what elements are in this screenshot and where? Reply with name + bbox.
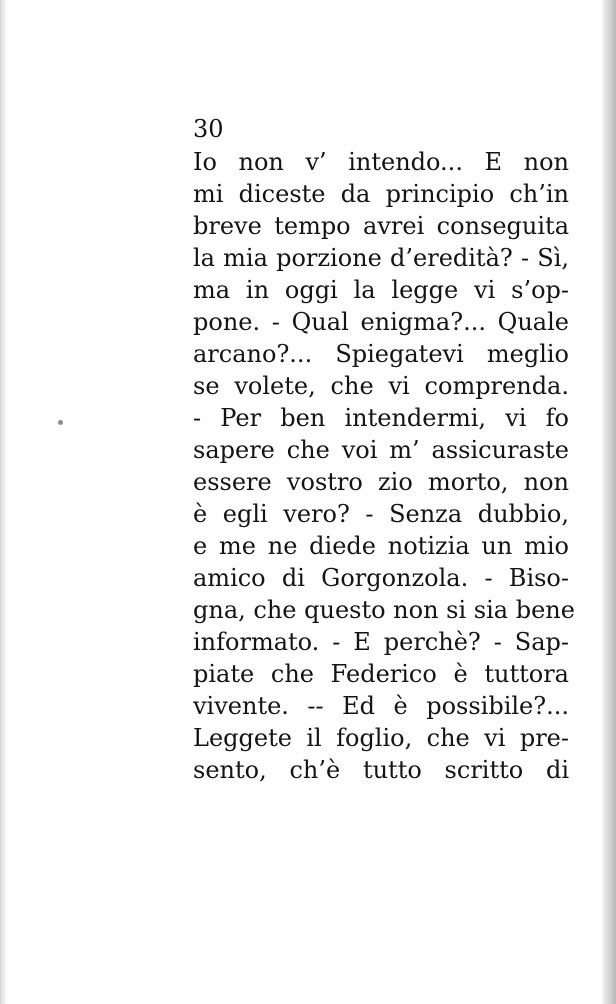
text-line: piate che Federico è tuttora [193,660,569,688]
text-line: Leggete il foglio, che vi pre- [193,724,569,752]
text-line: sapere che voi m’ assicuraste [193,436,569,464]
text-line: - Per ben intendermi, vi fo [193,404,569,432]
text-line: ma in oggi la legge vi s’op- [193,276,569,304]
text-line: la mia porzione d’eredità? - Sì, [193,244,569,272]
text-line: gna, che questo non si sia bene [193,596,575,624]
text-block [193,114,575,786]
page-number: 30 [193,115,224,143]
text-line: breve tempo avrei conseguita [193,212,569,240]
text-line: amico di Gorgonzola. - Biso- [193,564,569,592]
page-left-edge [0,0,6,1004]
text-line: sento, ch’è tutto scritto di [193,756,569,784]
text-line: vivente. -- Ed è possibile?... [193,692,569,720]
text-line: arcano?... Spiegatevi meglio [193,340,569,368]
text-line: Io non v’ intendo... E non [193,148,569,176]
text-line: essere vostro zio morto, non [193,468,569,496]
text-line: se volete, che vi comprenda. [193,372,569,400]
text-line: informato. - E perchè? - Sap- [193,628,569,656]
text-line: e me ne diede notizia un mio [193,532,569,560]
text-line: è egli vero? - Senza dubbio, [193,500,569,528]
ink-spot [58,420,63,425]
book-spine-shadow [602,0,616,1004]
text-line: pone. - Qual enigma?... Quale [193,308,569,336]
text-line: mi diceste da principio ch’in [193,180,569,208]
